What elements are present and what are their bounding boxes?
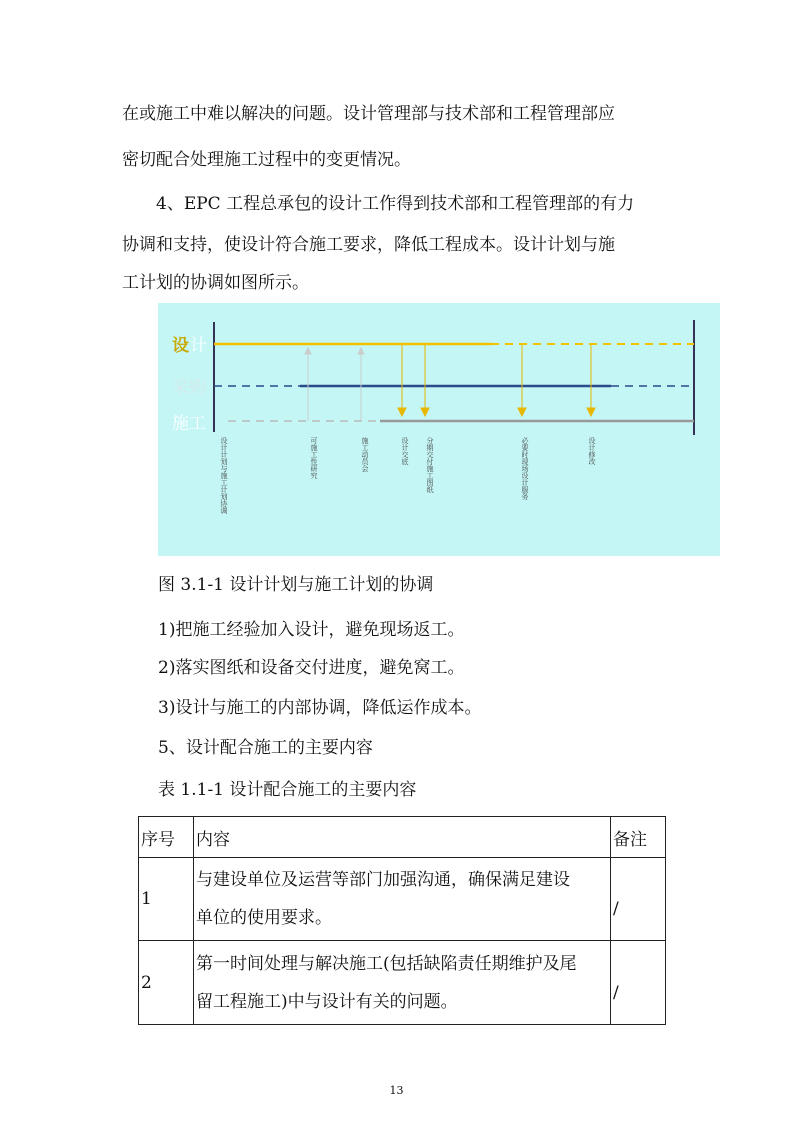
milestone-label: 设计计划与施工计划协调: [220, 437, 228, 514]
table-caption: 表 1.1-1 设计配合施工的主要内容: [158, 780, 417, 800]
milestone-label: 施工动员会: [361, 437, 369, 472]
table-row: [139, 941, 666, 1025]
cell-content: [194, 858, 611, 941]
table-row: [139, 858, 666, 941]
cell-no: 2: [139, 941, 194, 1025]
header-cell: 备注: [611, 817, 666, 858]
content-line: 与建设单位及运营等部门加强沟通，确保满足建设: [196, 870, 570, 890]
paragraph-line: 密切配合处理施工过程中的变更情况。: [122, 150, 411, 170]
list-item: 2)落实图纸和设备交付进度，避免窝工。: [158, 658, 465, 678]
cell-note: /: [611, 941, 666, 1025]
row-label-design: 设: [172, 336, 189, 356]
milestone-label: 分期交付施工图纸: [426, 437, 434, 493]
cell-note: /: [611, 858, 666, 941]
header-cell: 内容: [194, 817, 611, 858]
list-item: 1)把施工经验加入设计，避免现场返工。: [158, 620, 465, 640]
milestone-label: 设计交底: [401, 437, 409, 465]
row-label-procure: 采购: [172, 378, 206, 398]
content-table: [138, 816, 666, 1025]
list-item: 3)设计与施工的内部协调，降低运作成本。: [158, 698, 482, 718]
paragraph-line: 协调和支持，使设计符合施工要求，降低工程成本。设计计划与施: [122, 235, 615, 255]
paragraph-line: 工计划的协调如图所示。: [122, 273, 309, 293]
content-line: 单位的使用要求。: [196, 908, 332, 928]
paragraph-line: 4、EPC 工程总承包的设计工作得到技术部和工程管理部的有力: [156, 194, 635, 214]
content-line: 留工程施工)中与设计有关的问题。: [196, 991, 458, 1012]
row-label-design2: 计: [190, 336, 207, 356]
milestone-label: 必要时现场设计服务: [521, 437, 529, 500]
row-label-construct: 施工: [172, 414, 206, 434]
section-heading: 5、设计配合施工的主要内容: [158, 738, 373, 758]
milestone-label: 设计修改: [588, 437, 596, 465]
milestone-label: 可施工性研究: [310, 437, 318, 479]
cell-no: 1: [139, 858, 194, 941]
diagram-background: [158, 303, 720, 556]
paragraph-line: 在或施工中难以解决的问题。设计管理部与技术部和工程管理部应: [122, 104, 615, 124]
coordination-diagram: [158, 303, 720, 556]
cell-content: [194, 941, 611, 1025]
table-header-row: [139, 817, 666, 858]
page-number: 13: [389, 1084, 404, 1097]
figure-caption: 图 3.1-1 设计计划与施工计划的协调: [158, 575, 434, 595]
content-line: 第一时间处理与解决施工(包括缺陷责任期维护及尾: [196, 953, 577, 974]
header-cell: 序号: [139, 817, 194, 858]
